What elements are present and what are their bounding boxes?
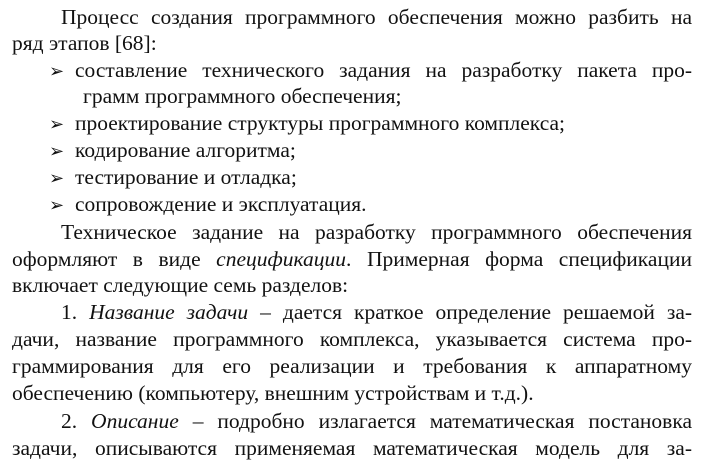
list-item	[49, 137, 692, 163]
paragraph-line: ряд этапов [68]:	[12, 31, 157, 55]
arrow-bullet-icon: ➢	[49, 195, 65, 216]
list-item	[49, 57, 692, 83]
emphasis-term: спецификации	[216, 247, 347, 271]
text-run: – дается краткое определение решаемой за-	[248, 300, 692, 324]
arrow-bullet-icon: ➢	[49, 141, 65, 162]
arrow-bullet-icon: ➢	[49, 114, 65, 135]
list-item-text: кодирование алгоритма;	[75, 138, 296, 162]
list-item-text: проектирование структуры программного комплекса;	[75, 111, 566, 135]
paragraph-line: задачи, описываются применяемая математическая модель для за-	[12, 436, 692, 460]
paragraph-line: граммирования для его реализации и требования к аппаратному	[12, 354, 692, 378]
paragraph-line: Процесс создания программного обеспечения можно разбить на	[61, 5, 692, 29]
list-item-continuation: грамм программного обеспечения;	[83, 84, 402, 108]
section-number: 2.	[61, 409, 92, 433]
paragraph-line: дачи, название программного комплекса, указывается система про-	[12, 327, 692, 351]
section-title: Название задачи	[89, 300, 249, 324]
text-run: . Примерная форма спецификации	[346, 247, 692, 271]
list-item	[49, 191, 692, 217]
text-run: оформляют в виде	[12, 247, 217, 271]
paragraph-line: обеспечению (компьютеру, внешним устройствам и т.д.).	[12, 381, 534, 405]
paragraph-line: Техническое задание на разработку программного обеспечения	[61, 220, 692, 244]
paragraph-line	[12, 246, 692, 272]
text-run: – подробно излагается математическая постановка	[178, 409, 692, 433]
paragraph-line: включает следующие семь разделов:	[12, 273, 349, 297]
list-item-text: тестирование и отладка;	[75, 165, 297, 189]
list-item-text: сопровождение и эксплуатация.	[75, 192, 367, 216]
list-item	[49, 164, 692, 190]
arrow-bullet-icon: ➢	[49, 168, 65, 189]
section-line	[61, 408, 692, 434]
section-number: 1.	[61, 300, 90, 324]
section-title: Описание	[91, 409, 179, 433]
list-item	[49, 110, 692, 136]
list-item-text: составление технического задания на разработку пакета про-	[75, 58, 692, 82]
section-line	[61, 299, 692, 325]
arrow-bullet-icon: ➢	[49, 61, 65, 82]
